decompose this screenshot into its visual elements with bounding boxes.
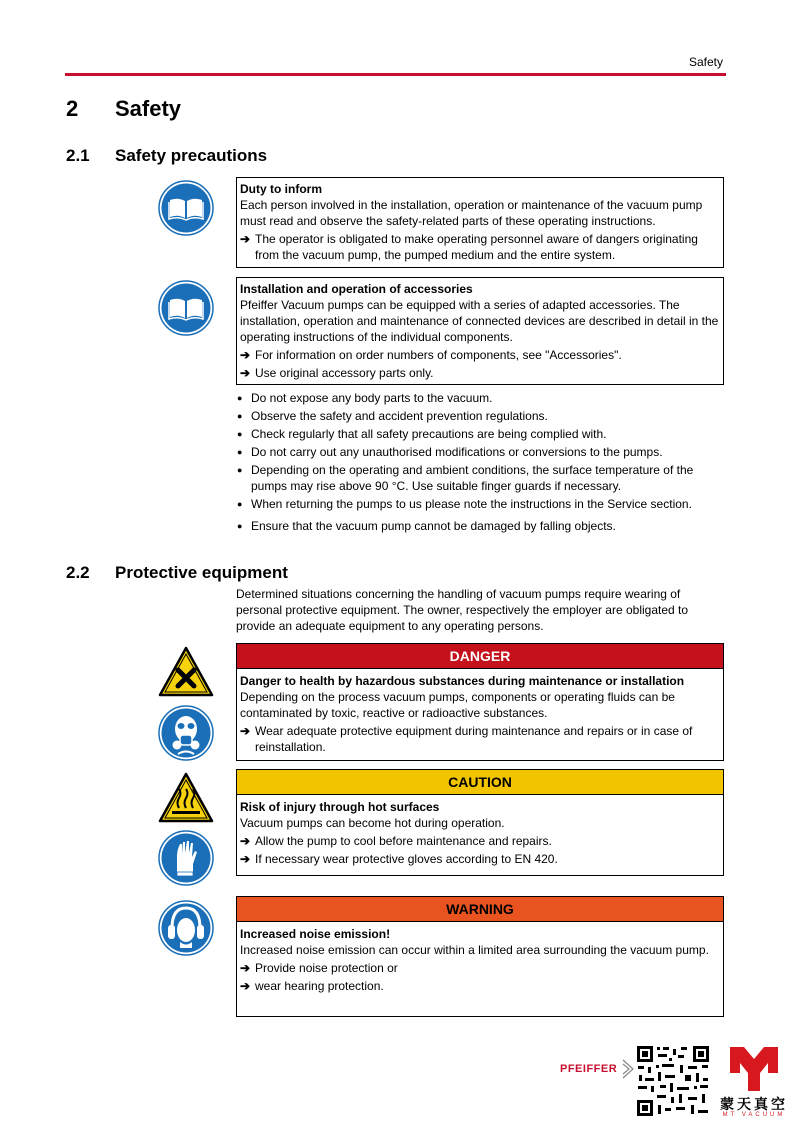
list-item: ● Do not expose any body parts to the vacuum. — [236, 390, 726, 406]
arrow-icon: ➔ — [240, 834, 251, 848]
action-item — [240, 723, 721, 755]
list-item: ● Depending on the operating and ambient conditions, the surface temperature of the pumps may rise above 90 °C. Use suitable finger guards if necessary. — [236, 462, 726, 494]
section-title: Protective equipment — [115, 563, 288, 582]
section-title: Safety precautions — [115, 146, 268, 165]
action-text: Wear adequate protective equipment during maintenance and repairs or in case of reinstallation. — [255, 724, 693, 754]
notice-body: Vacuum pumps can become hot during operation. — [240, 816, 505, 830]
list-item: ● Ensure that the vacuum pump cannot be damaged by falling objects. — [236, 518, 726, 534]
list-item: ● Observe the safety and accident prevention regulations. — [236, 408, 726, 424]
mt-logo-chinese: 蒙天真空 — [720, 1096, 788, 1112]
action-item — [240, 833, 721, 849]
action-text: The operator is obligated to make operating personnel aware of dangers originating from the vacuum pump, the pumped medium and the entire system. — [255, 232, 698, 262]
pfeiffer-logo: PFEIFFER — [560, 1063, 618, 1075]
action-item — [240, 231, 721, 263]
arrow-icon: ➔ — [240, 961, 251, 975]
caution-notice — [236, 769, 724, 876]
list-item: ● Do not carry out any unauthorised modifications or conversions to the pumps. — [236, 444, 726, 460]
action-item — [240, 851, 721, 867]
action-text: For information on order numbers of components, see "Accessories". — [255, 348, 622, 362]
arrow-icon: ➔ — [240, 852, 251, 866]
arrow-icon: ➔ — [240, 232, 251, 246]
list-item: ● When returning the pumps to us please note the instructions in the Service section. — [236, 496, 726, 512]
notice-body: Each person involved in the installation, operation or maintenance of the vacuum pump must read and observe the safety-related parts of these operating instructions. — [240, 198, 703, 228]
section-number: 2.2 — [66, 563, 90, 582]
danger-notice — [236, 643, 724, 761]
caution-signal-word: CAUTION — [237, 770, 723, 795]
qr-code-icon — [636, 1045, 710, 1117]
respirator-icon — [158, 705, 214, 761]
notice-title: Duty to inform — [240, 182, 322, 196]
safety-bullet-list — [236, 390, 726, 536]
section-intro: Determined situations concerning the handling of vacuum pumps require wearing of personal protective equipment. The owner, respectively the employer are obligated to provide an adequate equipment to any operating persons. — [236, 587, 689, 633]
arrow-icon: ➔ — [240, 366, 251, 380]
notice-title: Danger to health by hazardous substances during maintenance or installation — [240, 674, 685, 688]
notice-body: Depending on the process vacuum pumps, components or operating fluids can be contaminated by toxic, reactive or radioactive substances. — [240, 690, 675, 720]
notice-box-duty-to-inform — [236, 177, 724, 268]
chapter-number: 2 — [66, 96, 79, 121]
header-rule — [65, 73, 726, 76]
chapter-title: Safety — [115, 96, 182, 121]
pfeiffer-logo-mark — [622, 1058, 634, 1080]
warning-signal-word: WARNING — [237, 897, 723, 922]
action-text: Allow the pump to cool before maintenance and repairs. — [255, 834, 552, 848]
action-text: Provide noise protection or — [255, 961, 398, 975]
harmful-substance-warning-icon — [158, 646, 214, 698]
notice-title: Installation and operation of accessories — [240, 282, 473, 296]
arrow-icon: ➔ — [240, 724, 251, 738]
read-manual-icon — [158, 280, 214, 336]
mt-vacuum-logo — [728, 1045, 780, 1093]
notice-title: Risk of injury through hot surfaces — [240, 800, 440, 814]
hot-surface-warning-icon — [158, 772, 214, 824]
arrow-icon: ➔ — [240, 348, 251, 362]
action-text: wear hearing protection. — [255, 979, 384, 993]
gloves-icon — [158, 830, 214, 886]
notice-box-accessories — [236, 277, 724, 385]
notice-title: Increased noise emission! — [240, 927, 391, 941]
running-head: Safety — [688, 55, 723, 69]
warning-notice — [236, 896, 724, 1017]
action-item — [240, 347, 721, 363]
read-manual-icon — [158, 180, 214, 236]
action-item — [240, 978, 721, 994]
section-number: 2.1 — [66, 146, 90, 165]
action-item — [240, 960, 721, 976]
notice-body: Increased noise emission can occur within a limited area surrounding the vacuum pump. — [240, 943, 709, 957]
mt-logo-english: MT VACUUM — [722, 1112, 786, 1118]
action-text: Use original accessory parts only. — [255, 366, 434, 380]
action-item — [240, 365, 721, 381]
action-text: If necessary wear protective gloves according to EN 420. — [255, 852, 558, 866]
notice-body: Pfeiffer Vacuum pumps can be equipped with a series of adapted accessories. The installation, operation and maintenance of connected devices are described in detail in the operating instructions of the individual components. — [240, 298, 719, 344]
list-item: ● Check regularly that all safety precautions are being complied with. — [236, 426, 726, 442]
arrow-icon: ➔ — [240, 979, 251, 993]
ear-protection-icon — [158, 900, 214, 956]
danger-signal-word: DANGER — [237, 644, 723, 669]
